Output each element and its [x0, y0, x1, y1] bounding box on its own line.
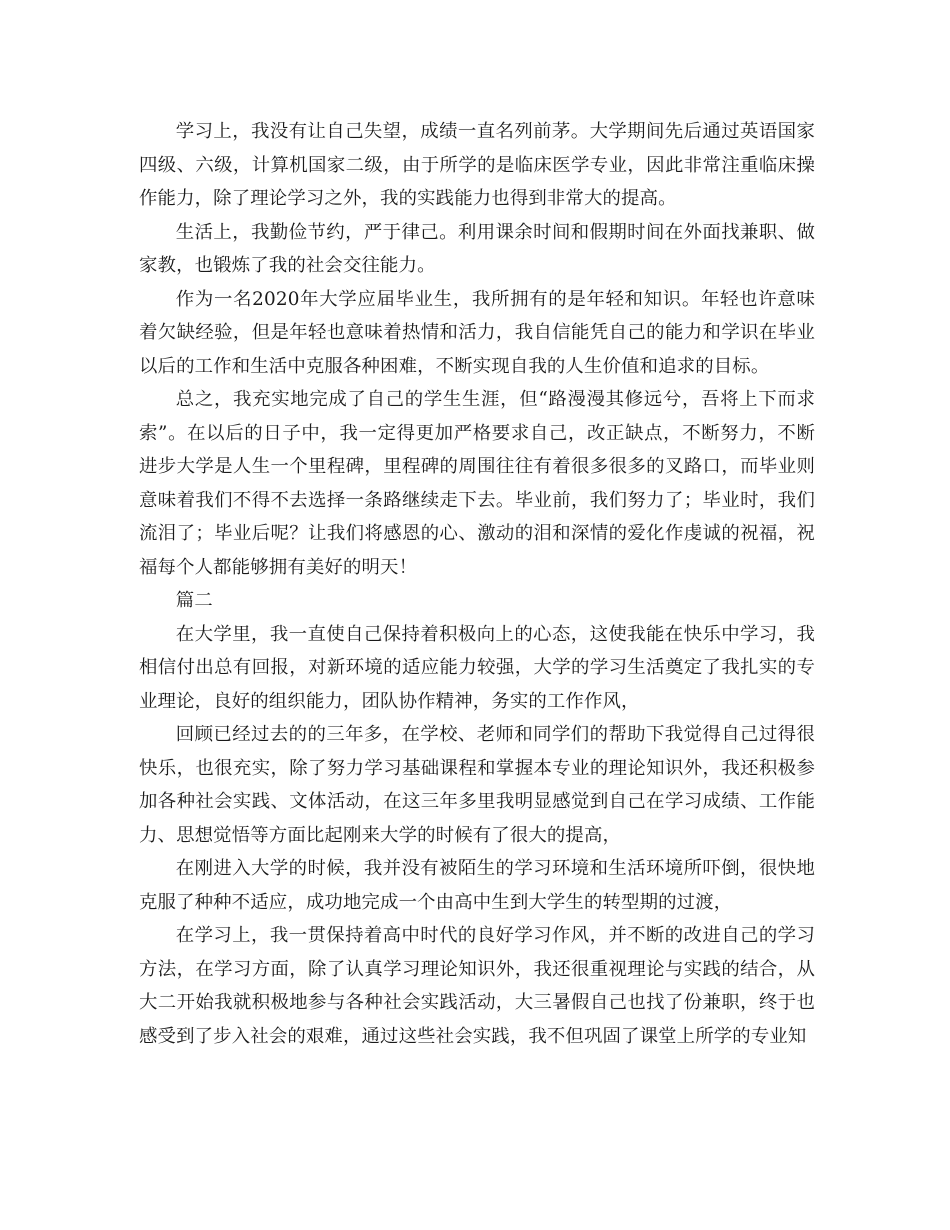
- paragraph-adaptation: 在刚进入大学的时候，我并没有被陌生的学习环境和生活环境所吓倒，很快地克服了种种不适应，成功地完成一个由高中生到大学生的转型期的过渡，: [139, 858, 815, 913]
- section-heading: 篇二: [175, 590, 213, 611]
- paragraph-study: 学习上，我没有让自己失望，成绩一直名列前茅。大学期间先后通过英语国家四级、六级，计算机国家二级，由于所学的是临床医学专业，因此非常注重临床操作能力，除了理论学习之外，我的实践能力也得到非常大的提高。: [139, 121, 815, 209]
- paragraph-attitude: 在大学里，我一直使自己保持着积极向上的心态，这使我能在快乐中学习，我相信付出总有回报，对新环境的适应能力较强，大学的学习生活奠定了我扎实的专业理论，良好的组织能力，团队协作精神，务实的工作作风，: [139, 623, 815, 712]
- paragraph-graduate: 作为一名2020年大学应届毕业生，我所拥有的是年轻和知识。年轻也许意味着欠缺经验，但是年轻也意味着热情和活力，我自信能凭自己的能力和学识在毕业以后的工作和生活中克服各种困难，不断实现自我的人生价值和追求的目标。: [139, 288, 815, 377]
- paragraph-review: 回顾已经过去的的三年多，在学校、老师和同学们的帮助下我觉得自己过得很快乐，也很充实，除了努力学习基础课程和掌握本专业的理论知识外，我还积极参加各种社会实践、文体活动，在这三年多里我明显感觉到自己在学习成绩、工作能力、思想觉悟等方面比起刚来大学的时候有了很大的提高，: [139, 724, 815, 846]
- paragraph-life: 生活上，我勤俭节约，严于律己。利用课余时间和假期时间在外面找兼职、做家教，也锻炼了我的社会交往能力。: [139, 221, 815, 276]
- paragraph-summary: 总之，我充实地完成了自己的学生生涯，但“路漫漫其修远兮，吾将上下而求索”。在以后的日子中，我一定得更加严格要求自己，改正缺点，不断努力，不断进步大学是人生一个里程碑，里程碑的周围往往有着很多很多的叉路口，而毕业则意味着我们不得不去选择一条路继续走下去。毕业前，我们努力了；毕业时，我们流泪了；毕业后呢？让我们将感恩的心、激动的泪和深情的爱化作虔诚的祝福，祝福每个人都能够拥有美好的明天！: [139, 389, 815, 578]
- document-body: [139, 115, 815, 1053]
- paragraph-learning: 在学习上，我一贯保持着高中时代的良好学习作风，并不断的改进自己的学习方法，在学习方面，除了认真学习理论知识外，我还很重视理论与实践的结合，从大二开始我就积极地参与各种社会实践活动，大三暑假自己也找了份兼职，终于也感受到了步入社会的艰难，通过这些社会实践，我不但巩固了课堂上所学的专业知: [139, 925, 815, 1047]
